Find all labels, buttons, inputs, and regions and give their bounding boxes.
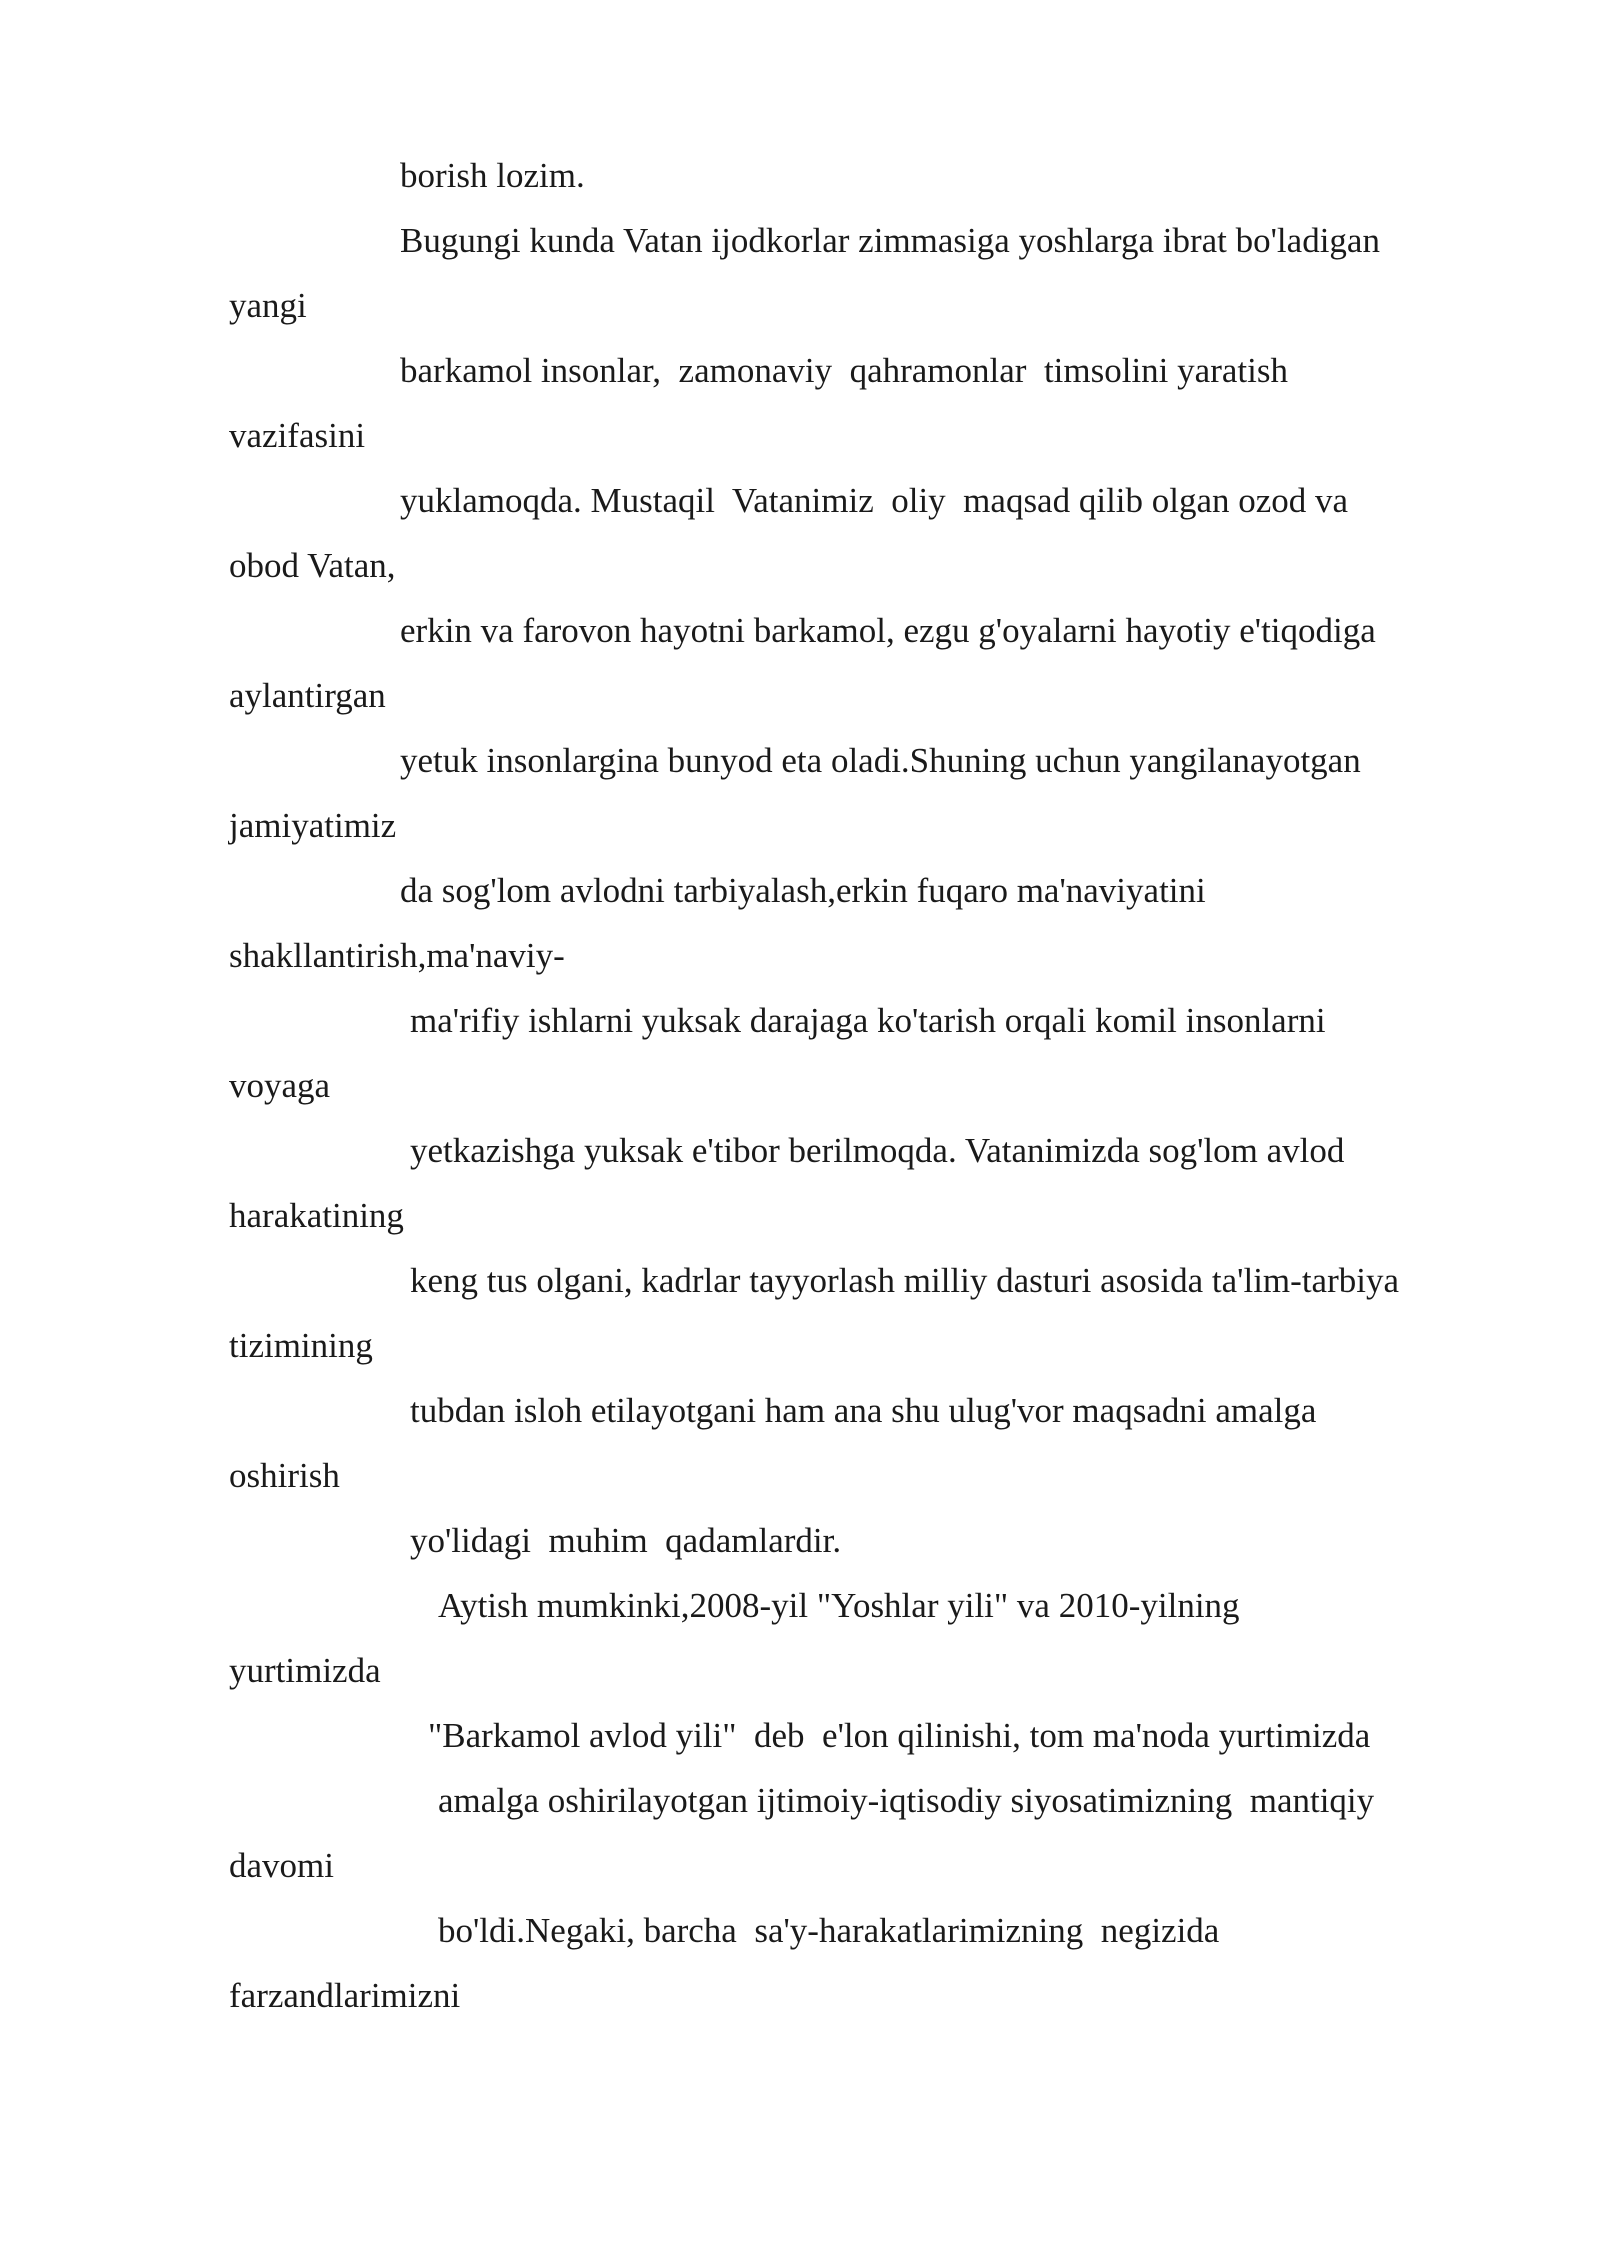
text-line: ma'rifiy ishlarni yuksak darajaga ko'tarish orqali komil insonlarni xyxy=(410,1001,1326,1040)
text-line: keng tus olgani, kadrlar tayyorlash milliy dasturi asosida ta'lim-tarbiya xyxy=(410,1261,1399,1300)
text-line: vazifasini xyxy=(229,416,366,455)
text-line: yuklamoqda. Mustaqil Vatanimiz oliy maqsad qilib olgan ozod va xyxy=(400,481,1349,520)
text-line: yurtimizda xyxy=(229,1651,381,1690)
text-line: bo'ldi.Negaki, barcha sa'y-harakatlarimizning negizida xyxy=(438,1911,1220,1950)
text-line: yetuk insonlargina bunyod eta oladi.Shuning uchun yangilanayotgan xyxy=(400,741,1361,780)
text-line: "Barkamol avlod yili" deb e'lon qilinishi, tom ma'noda yurtimizda xyxy=(428,1716,1371,1755)
text-line: obod Vatan, xyxy=(229,546,396,585)
text-line: oshirish xyxy=(229,1456,340,1495)
text-line: tizimining xyxy=(229,1326,373,1365)
text-line: voyaga xyxy=(229,1066,331,1105)
text-line: jamiyatimiz xyxy=(229,806,397,845)
text-line: Bugungi kunda Vatan ijodkorlar zimmasiga yoshlarga ibrat bo'ladigan xyxy=(400,221,1380,260)
text-line: davomi xyxy=(229,1846,334,1885)
text-line: harakatining xyxy=(229,1196,404,1235)
text-line: tubdan isloh etilayotgani ham ana shu ulug'vor maqsadni amalga xyxy=(410,1391,1317,1430)
text-line: barkamol insonlar, zamonaviy qahramonlar timsolini yaratish xyxy=(400,351,1288,390)
text-line: shakllantirish,ma'naviy- xyxy=(229,936,565,975)
text-line: yangi xyxy=(229,286,307,325)
text-line: farzandlarimizni xyxy=(229,1976,461,2015)
text-line: aylantirgan xyxy=(229,676,386,715)
text-line: erkin va farovon hayotni barkamol, ezgu g'oyalarni hayotiy e'tiqodiga xyxy=(400,611,1376,650)
text-line: da sog'lom avlodni tarbiyalash,erkin fuqaro ma'naviyatini xyxy=(400,871,1206,910)
text-line: yo'lidagi muhim qadamlardir. xyxy=(410,1521,842,1560)
text-line: amalga oshirilayotgan ijtimoiy-iqtisodiy siyosatimizning mantiqiy xyxy=(438,1781,1375,1820)
text-line: borish lozim. xyxy=(400,156,585,195)
text-line: yetkazishga yuksak e'tibor berilmoqda. Vatanimizda sog'lom avlod xyxy=(410,1131,1345,1170)
text-line: Aytish mumkinki,2008-yil "Yoshlar yili" va 2010-yilning xyxy=(438,1586,1240,1625)
